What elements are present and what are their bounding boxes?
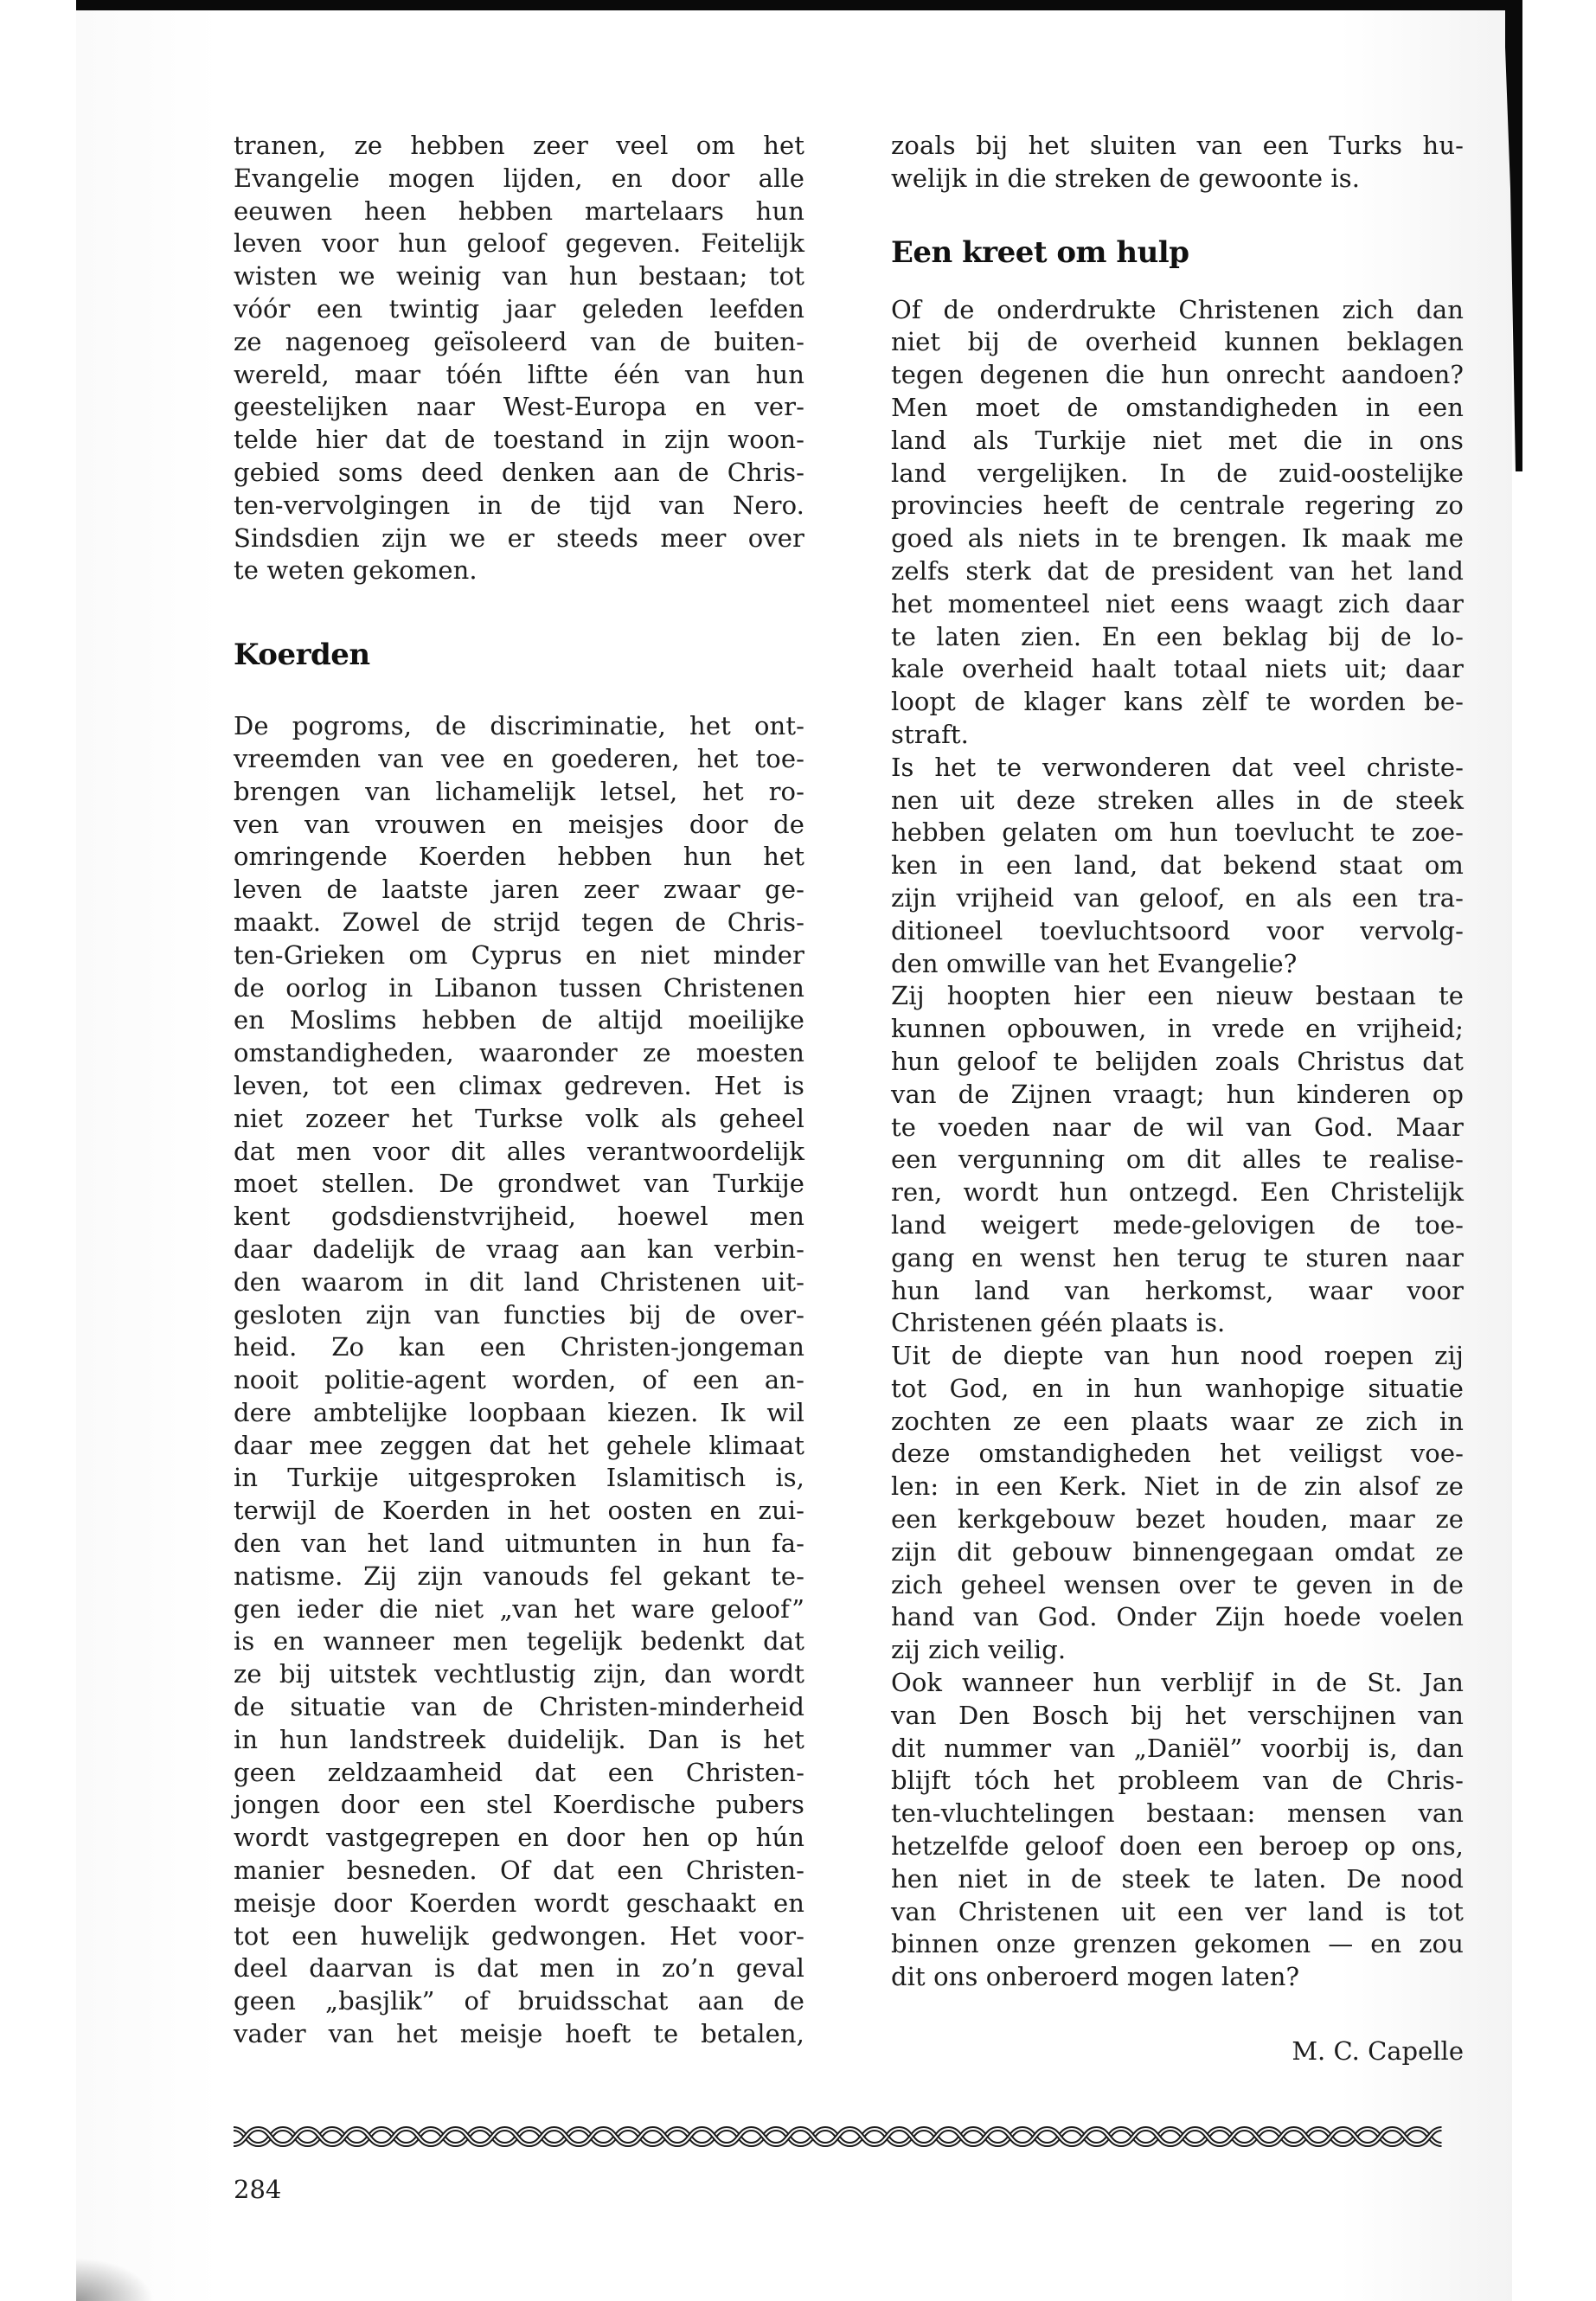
text-line: ten-Grieken om Cyprus en niet minder	[234, 939, 804, 970]
text-line: dere ambtelijke loopbaan kiezen. Ik wil	[234, 1397, 804, 1427]
text-line: tot God, en in hun wanhopige situatie	[891, 1373, 1464, 1403]
text-line: len: in een Kerk. Niet in de zin alsof ze	[891, 1471, 1464, 1502]
text-line: zochten ze een plaats waar ze zich in	[891, 1406, 1464, 1436]
text-line: nooit politie-agent worden, of een an-	[234, 1365, 804, 1395]
page-corner-shadow	[76, 2258, 154, 2301]
text-line: maakt. Zowel de strijd tegen de Chris-	[234, 907, 804, 937]
text-line: ten-vluchtelingen bestaan: mensen van	[891, 1798, 1464, 1829]
text-line: Is het te verwonderen dat veel christe-	[891, 752, 1464, 782]
text-line: land vergelijken. In de zuid-oostelijke	[891, 458, 1464, 488]
text-line: gang en wenst hen terug te sturen naar	[891, 1242, 1464, 1272]
text-line: zich geheel wensen over te geven in de	[891, 1569, 1464, 1599]
text-line: ten-vervolgingen in de tijd van Nero.	[234, 490, 804, 520]
text-line: tot een huwelijk gedwongen. Het voor-	[234, 1920, 804, 1951]
text-line: zij zich veilig.	[891, 1635, 1067, 1665]
text-line: hand van God. Onder Zijn hoede voelen	[891, 1602, 1464, 1632]
text-line: omringende Koerden hebben hun het	[234, 842, 804, 872]
text-line: Uit de diepte van hun nood roepen zij	[891, 1341, 1464, 1371]
text-line: wereld, maar tóén liftte één van hun	[234, 359, 804, 389]
text-line: nen uit deze streken alles in de steek	[891, 785, 1464, 815]
right-section-paragraphs	[891, 294, 1464, 1994]
text-line: omstandigheden, waaronder ze moesten	[234, 1038, 804, 1068]
text-line: geen zeldzaamheid dat een Christen-	[234, 1757, 804, 1787]
right-intro-paragraph	[891, 130, 1464, 195]
text-line: heid. Zo kan een Christen-jongeman	[234, 1332, 804, 1362]
text-line: kunnen opbouwen, in vrede en vrijheid;	[891, 1014, 1464, 1044]
text-line: van Christenen uit een ver land is tot	[891, 1896, 1464, 1926]
text-line: leven de laatste jaren zeer zwaar ge-	[234, 875, 804, 905]
text-line: de situatie van de Christen-minderheid	[234, 1692, 804, 1722]
text-line: daar mee zeggen dat het gehele klimaat	[234, 1430, 804, 1460]
text-line: hen niet in de steek te laten. De nood	[891, 1863, 1464, 1894]
text-line: te laten zien. En een beklag bij de lo-	[891, 621, 1464, 651]
text-line: ven van vrouwen en meisjes door de	[234, 809, 804, 839]
text-line: binnen onze grenzen gekomen — en zou	[891, 1929, 1464, 1959]
left-section-paragraph	[234, 710, 804, 2051]
text-line: gebied soms deed denken aan de Chris-	[234, 457, 804, 487]
text-line: hetzelfde geloof doen een beroep op ons,	[891, 1831, 1464, 1862]
text-line: zoals bij het sluiten van een Turks hu-	[891, 131, 1464, 160]
text-line: terwijl de Koerden in het oosten en zui-	[234, 1496, 804, 1526]
text-line: zijn dit gebouw binnengegaan omdat ze	[891, 1536, 1464, 1567]
text-line: is en wanneer men tegelijk bedenkt dat	[234, 1626, 804, 1657]
text-line: vreemden van vee en goederen, het toe-	[234, 743, 804, 773]
text-line: een kerkgebouw bezet houden, maar ze	[891, 1504, 1464, 1535]
text-line: blijft tóch het probleem van de Chris-	[891, 1766, 1464, 1796]
text-line: daar dadelijk de vraag aan kan verbin-	[234, 1234, 804, 1264]
text-line: ze nagenoeg geïsoleerd van de buiten-	[234, 326, 804, 356]
text-line: natisme. Zij zijn vanouds fel gekant te-	[234, 1561, 804, 1591]
text-line: in Turkije uitgesproken Islamitisch is,	[234, 1463, 804, 1493]
left-column	[234, 130, 804, 2051]
text-line: niet zozeer het Turkse volk als geheel	[234, 1103, 804, 1133]
text-line: te voeden naar de wil van God. Maar	[891, 1112, 1464, 1142]
text-line: Christenen géén plaats is.	[891, 1308, 1226, 1338]
text-line: deel daarvan is dat men in zo’n geval	[234, 1953, 804, 1984]
text-line: meisje door Koerden wordt geschaakt en	[234, 1888, 804, 1918]
text-line: deze omstandigheden het veiligst voe-	[891, 1439, 1464, 1469]
text-line: vader van het meisje hoeft te betalen,	[234, 2019, 804, 2049]
text-line: land als Turkije niet met die in ons	[891, 425, 1464, 455]
text-line: Ook wanneer hun verblijf in de St. Jan	[891, 1668, 1464, 1698]
text-line: kale overheid haalt totaal niets uit; daar	[891, 654, 1464, 684]
text-line: gesloten zijn van functies bij de over-	[234, 1299, 804, 1330]
text-line: Evangelie mogen lijden, en door alle	[234, 163, 804, 193]
text-line: ren, wordt hun ontzegd. Een Christelijk	[891, 1177, 1464, 1208]
text-line: jongen door een stel Koerdische pubers	[234, 1790, 804, 1820]
text-line: provincies heeft de centrale regering zo	[891, 490, 1464, 521]
text-line: van de Zijnen vraagt; hun kinderen op	[891, 1079, 1464, 1109]
author-signature: M. C. Capelle	[1292, 2036, 1464, 2066]
text-line: eeuwen heen hebben martelaars hun	[234, 195, 804, 226]
section-heading-een-kreet-om-hulp: Een kreet om hulp	[891, 234, 1189, 270]
text-line: manier besneden. Of dat een Christen-	[234, 1856, 804, 1886]
text-line: telde hier dat de toestand in zijn woon-	[234, 425, 804, 455]
text-line: het momenteel niet eens waagt zich daar	[891, 588, 1464, 619]
text-line: land weigert mede-gelovigen de toe-	[891, 1209, 1464, 1240]
text-line: Men moet de omstandigheden in een	[891, 392, 1464, 422]
scan-border-top	[76, 0, 1522, 10]
text-line: kent godsdienstvrijheid, hoewel men	[234, 1202, 804, 1232]
text-line: den omwille van het Evangelie?	[891, 948, 1298, 978]
braided-rope-border-icon	[234, 2124, 1465, 2150]
text-line: tegen degenen die hun onrecht aandoen?	[891, 360, 1464, 390]
text-line: hun land van herkomst, waar voor	[891, 1275, 1464, 1305]
text-line: zijn vrijheid van geloof, en als een tra-	[891, 882, 1464, 913]
text-line: ze bij uitstek vechtlustig zijn, dan wordt	[234, 1659, 804, 1689]
text-line: Zij hoopten hier een nieuw bestaan te	[891, 981, 1464, 1011]
text-line: geen „basjlik” of bruidsschat aan de	[234, 1986, 804, 2016]
text-line: ken in een land, dat bekend staat om	[891, 850, 1464, 881]
text-line: te weten gekomen.	[234, 555, 478, 586]
text-line: van Den Bosch bij het verschijnen van	[891, 1700, 1464, 1730]
text-line: Of de onderdrukte Christenen zich dan	[891, 294, 1464, 324]
section-heading-koerden: Koerden	[234, 638, 370, 673]
text-line: hebben gelaten om hun toevlucht te zoe-	[891, 817, 1464, 848]
text-line: den van het land uitmunten in hun fa-	[234, 1529, 804, 1559]
text-line: goed als niets in te brengen. Ik maak me	[891, 523, 1464, 554]
text-line: vóór een twintig jaar geleden leefden	[234, 293, 804, 324]
text-line: zelfs sterk dat de president van het land	[891, 555, 1464, 586]
text-line: Sindsdien zijn we er steeds meer over	[234, 522, 804, 553]
left-intro-paragraph	[234, 130, 804, 587]
text-line: wisten we weinig van hun bestaan; tot	[234, 261, 804, 292]
text-line: dit nummer van „Daniël” voorbij is, dan	[891, 1733, 1464, 1763]
text-line: een vergunning om dit alles te realise-	[891, 1144, 1464, 1175]
right-column	[891, 130, 1464, 1994]
text-line: tranen, ze hebben zeer veel om het	[234, 131, 804, 160]
text-line: in hun landstreek duidelijk. Dan is het	[234, 1724, 804, 1754]
text-line: de oorlog in Libanon tussen Christenen	[234, 972, 804, 1003]
text-line: moet stellen. De grondwet van Turkije	[234, 1169, 804, 1199]
text-line: dat men voor dit alles verantwoordelijk	[234, 1136, 804, 1166]
text-line: straft.	[891, 719, 969, 749]
text-line: hun geloof te belijden zoals Christus dat	[891, 1046, 1464, 1076]
text-line: den waarom in dit land Christenen uit-	[234, 1266, 804, 1297]
text-line: welijk in die streken de gewoonte is.	[891, 163, 1361, 193]
text-line: De pogroms, de discriminatie, het ont-	[234, 711, 804, 741]
text-line: geestelijken naar West-Europa en ver-	[234, 392, 804, 422]
text-line: leven, tot een climax gedreven. Het is	[234, 1070, 804, 1100]
page-number: 284	[234, 2175, 282, 2204]
text-line: gen ieder die niet „van het ware geloof”	[234, 1593, 804, 1624]
text-line: ditioneel toevluchtsoord voor vervolg-	[891, 915, 1464, 945]
text-line: wordt vastgegrepen en door hen op hún	[234, 1823, 804, 1853]
text-line: brengen van lichamelijk letsel, het ro-	[234, 776, 804, 806]
text-line: en Moslims hebben de altijd moeilijke	[234, 1005, 804, 1035]
text-line: leven voor hun geloof gegeven. Feitelijk	[234, 228, 804, 259]
text-line: niet bij de overheid kunnen beklagen	[891, 327, 1464, 357]
text-line: loopt de klager kans zèlf te worden be-	[891, 687, 1464, 717]
text-line: dit ons onberoerd mogen laten?	[891, 1962, 1300, 1992]
